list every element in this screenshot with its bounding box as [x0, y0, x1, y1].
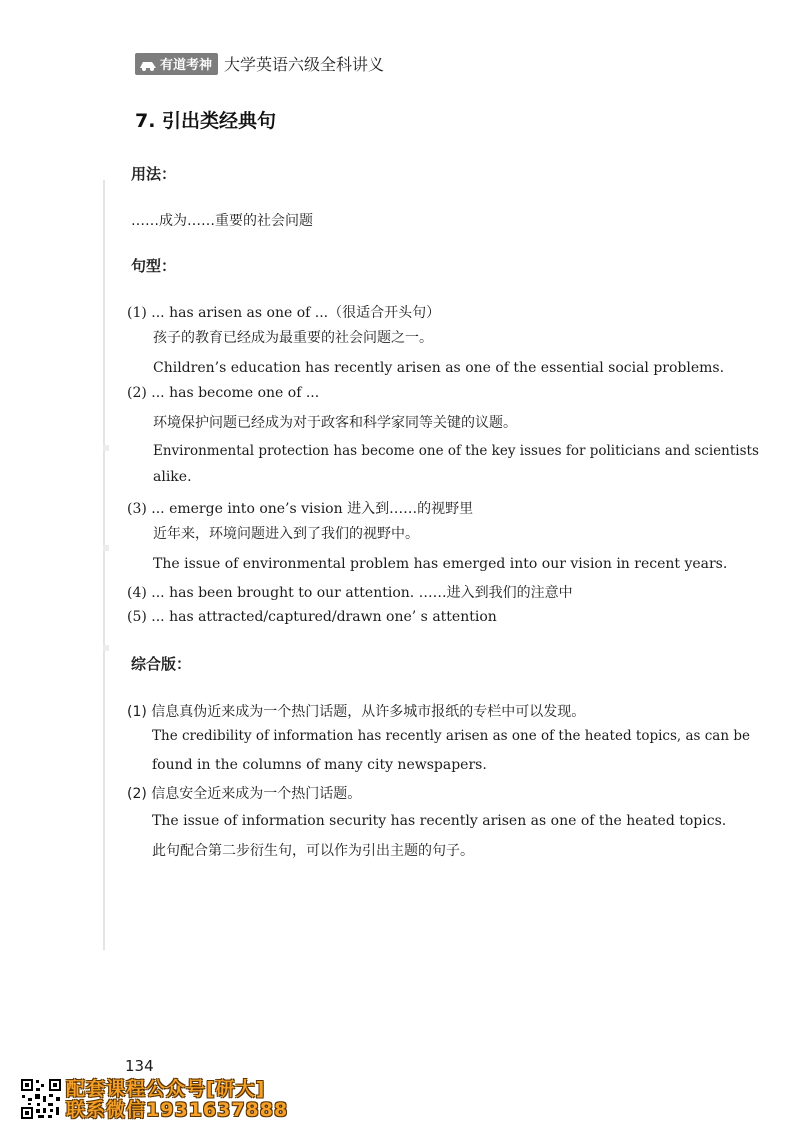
promo-line-2: 联系微信1931637888 [66, 1099, 289, 1121]
pattern-zh: 孩子的教育已经成为最重要的社会问题之一。 [153, 330, 433, 346]
usage-text: ……成为……重要的社会问题 [131, 213, 313, 229]
car-logo-icon [139, 57, 157, 71]
pattern-item: (1) ... has arisen as one of ...（很适合开头句） [127, 305, 441, 321]
footer-promo [66, 1079, 288, 1121]
promo-line-1: 配套课程公众号[研大] [66, 1078, 266, 1100]
combined-en-cont: found in the columns of many city newspapers. [152, 757, 487, 773]
combined-en: The issue of information security has recently arisen as one of the heated topics. [152, 813, 727, 829]
combined-en: The credibility of information has recently arisen as one of the heated topics, as can be [152, 728, 750, 744]
combined-note: 此句配合第二步衍生句，可以作为引出主题的句子。 [152, 843, 474, 859]
pattern-en: The issue of environmental problem has emerged into our vision in recent years. [153, 556, 728, 572]
page-number: 134 [125, 1057, 154, 1075]
pattern-en: Environmental protection has become one of the key issues for politicians and scientists [153, 443, 759, 459]
margin-mark [103, 645, 109, 651]
pattern-zh: 近年来，环境问题进入到了我们的视野中。 [153, 526, 419, 542]
logo-text: 有道考神 [160, 58, 213, 73]
pattern-zh: 环境保护问题已经成为对于政客和科学家同等关键的议题。 [153, 415, 517, 431]
margin-mark [103, 545, 109, 551]
brand-logo [135, 53, 218, 75]
pattern-item: (3) ... emerge into one’s vision 进入到……的视野里 [127, 501, 474, 517]
combined-item: (2) 信息安全近来成为一个热门话题。 [127, 786, 362, 802]
pattern-item: (5) ... has attracted/captured/drawn one’ s attention [127, 609, 497, 625]
margin-rule [103, 180, 105, 950]
book-title: 大学英语六级全科讲义 [224, 55, 385, 74]
pattern-item: (2) ... has become one of ... [127, 385, 320, 401]
margin-mark [103, 445, 109, 451]
pattern-item: (4) ... has been brought to our attention. ……进入到我们的注意中 [127, 585, 573, 601]
section-title: 7. 引出类经典句 [135, 110, 277, 132]
combined-label: 综合版： [131, 655, 192, 673]
patterns-label: 句型： [131, 257, 177, 275]
pattern-en: Children’s education has recently arisen as one of the essential social problems. [153, 360, 725, 376]
usage-label: 用法： [131, 165, 177, 183]
combined-item: (1) 信息真伪近来成为一个热门话题，从许多城市报纸的专栏中可以发现。 [127, 704, 586, 720]
pattern-en-cont: alike. [153, 469, 192, 485]
qr-code-icon [20, 1078, 62, 1120]
page-header [135, 52, 384, 75]
